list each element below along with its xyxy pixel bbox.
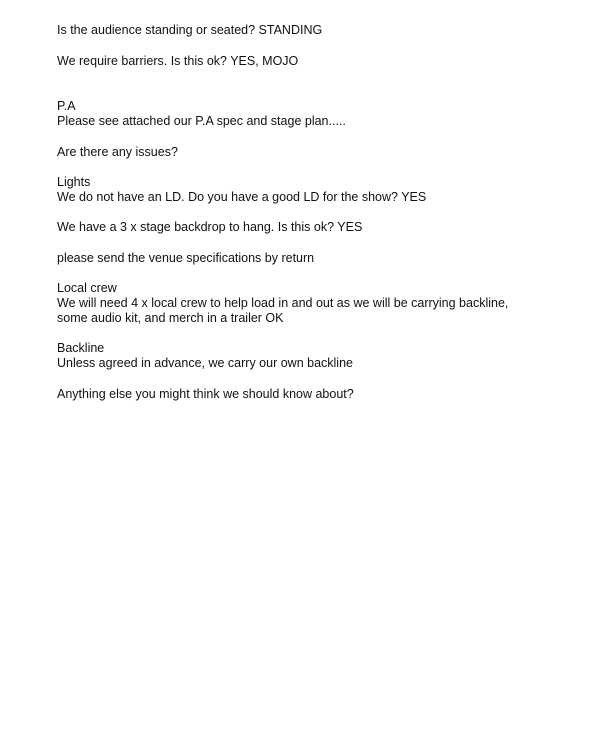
section-heading-local-crew: Local crew — [57, 281, 117, 295]
section-heading-backline: Backline — [57, 341, 105, 355]
backline-note: Unless agreed in advance, we carry our own backline — [57, 356, 353, 370]
question-anything-else: Anything else you might think we should know about? — [57, 387, 354, 401]
section-heading-pa: P.A — [57, 99, 76, 113]
local-crew-text-line-1: We will need 4 x local crew to help load in and out as we will be carrying backline, — [57, 296, 509, 310]
section-heading-lights: Lights — [57, 175, 91, 189]
question-issues: Are there any issues? — [57, 145, 178, 159]
pa-spec-note: Please see attached our P.A spec and stage plan..... — [57, 114, 346, 128]
question-backdrop: We have a 3 x stage backdrop to hang. Is this ok? YES — [57, 220, 363, 234]
question-ld: We do not have an LD. Do you have a good LD for the show? YES — [57, 190, 427, 204]
question-audience-standing: Is the audience standing or seated? STANDING — [57, 23, 323, 37]
question-barriers: We require barriers. Is this ok? YES, MOJO — [57, 54, 299, 68]
request-venue-specs: please send the venue specifications by return — [57, 251, 315, 265]
local-crew-text-line-2: some audio kit, and merch in a trailer OK — [57, 311, 284, 325]
